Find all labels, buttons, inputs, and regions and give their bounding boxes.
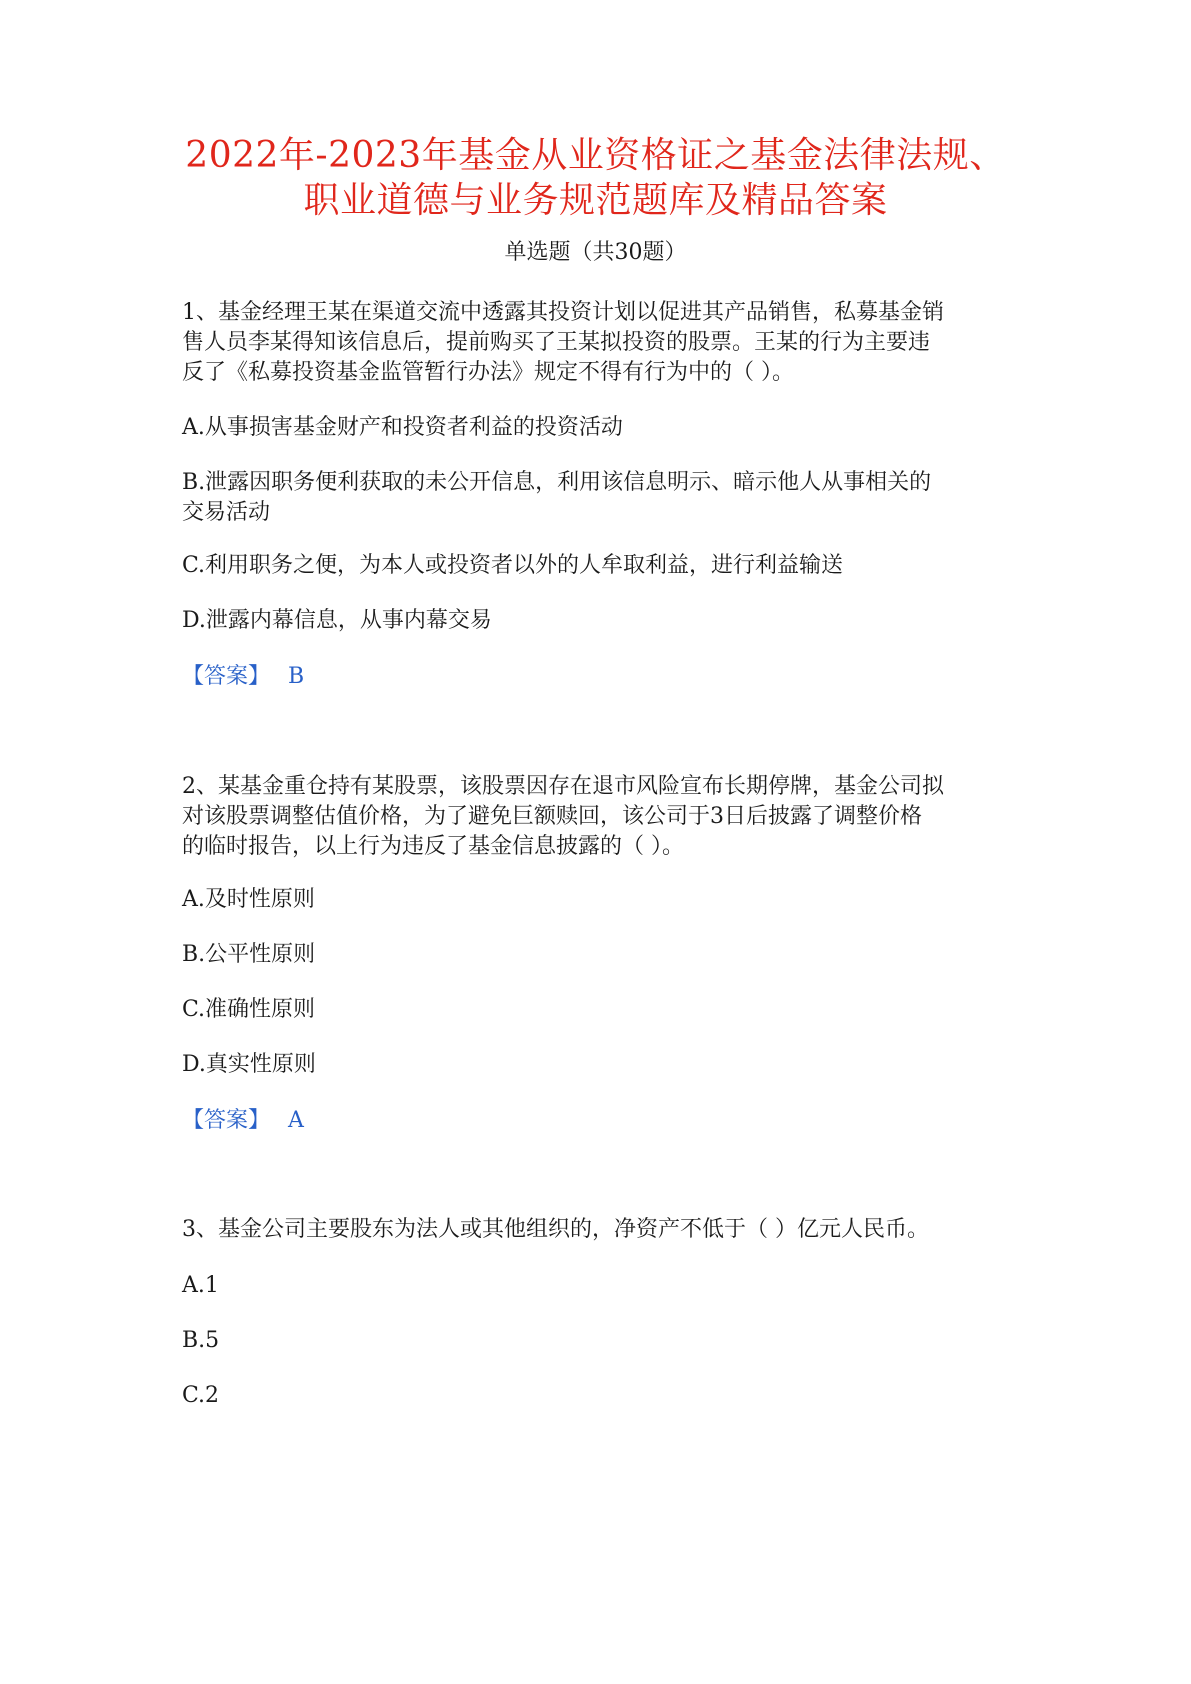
question-1-stem xyxy=(182,298,1012,388)
question-3-option-a: A.1 xyxy=(182,1273,219,1298)
question-2-stem-line: 对该股票调整估值价格，为了避免巨额赎回，该公司于3日后披露了调整价格 xyxy=(182,804,922,829)
question-2-answer xyxy=(182,1106,304,1136)
question-2-option-c: C.准确性原则 xyxy=(182,997,316,1022)
question-1-option-c: C.利用职务之便，为本人或投资者以外的人牟取利益，进行利益输送 xyxy=(182,553,844,578)
answer-label: 【答案】 xyxy=(182,664,271,689)
answer-value: B xyxy=(288,664,305,689)
question-1-option-b-continued: 交易活动 xyxy=(182,500,271,525)
document-title-line-1: 2022年-2023年基金从业资格证之基金法律法规、 xyxy=(185,135,1006,176)
question-3-stem xyxy=(182,1215,1012,1245)
question-2-option-d: D.真实性原则 xyxy=(182,1052,316,1077)
question-1-stem-line: 1、基金经理王某在渠道交流中透露其投资计划以促进其产品销售，私募基金销 xyxy=(182,300,944,325)
question-1-stem-line: 反了《私募投资基金监管暂行办法》规定不得有行为中的（ ）。 xyxy=(182,360,794,385)
question-1-option-b: B.泄露因职务便利获取的未公开信息，利用该信息明示、暗示他人从事相关的 xyxy=(182,470,932,495)
answer-value: A xyxy=(288,1108,304,1133)
question-2-option-b: B.公平性原则 xyxy=(182,942,316,967)
question-2-option-a: A.及时性原则 xyxy=(182,887,315,912)
question-1-option-d: D.泄露内幕信息，从事内幕交易 xyxy=(182,608,492,633)
question-1-option-a: A.从事损害基金财产和投资者利益的投资活动 xyxy=(182,415,623,440)
question-3-stem-line: 3、基金公司主要股东为法人或其他组织的，净资产不低于（ ）亿元人民币。 xyxy=(182,1217,929,1242)
question-3-option-c: C.2 xyxy=(182,1383,220,1408)
document-title-line-2: 职业道德与业务规范题库及精品答案 xyxy=(303,180,888,221)
question-2-stem-line: 的临时报告，以上行为违反了基金信息披露的（ ）。 xyxy=(182,834,684,859)
section-heading: 单选题（共30题） xyxy=(504,240,687,265)
question-2-stem xyxy=(182,772,1012,862)
answer-label: 【答案】 xyxy=(182,1108,271,1133)
question-2-stem-line: 2、某基金重仓持有某股票，该股票因存在退市风险宣布长期停牌，基金公司拟 xyxy=(182,774,944,799)
question-1-stem-line: 售人员李某得知该信息后，提前购买了王某拟投资的股票。王某的行为主要违 xyxy=(182,330,931,355)
question-1-answer xyxy=(182,662,304,692)
question-3-option-b: B.5 xyxy=(182,1328,220,1353)
